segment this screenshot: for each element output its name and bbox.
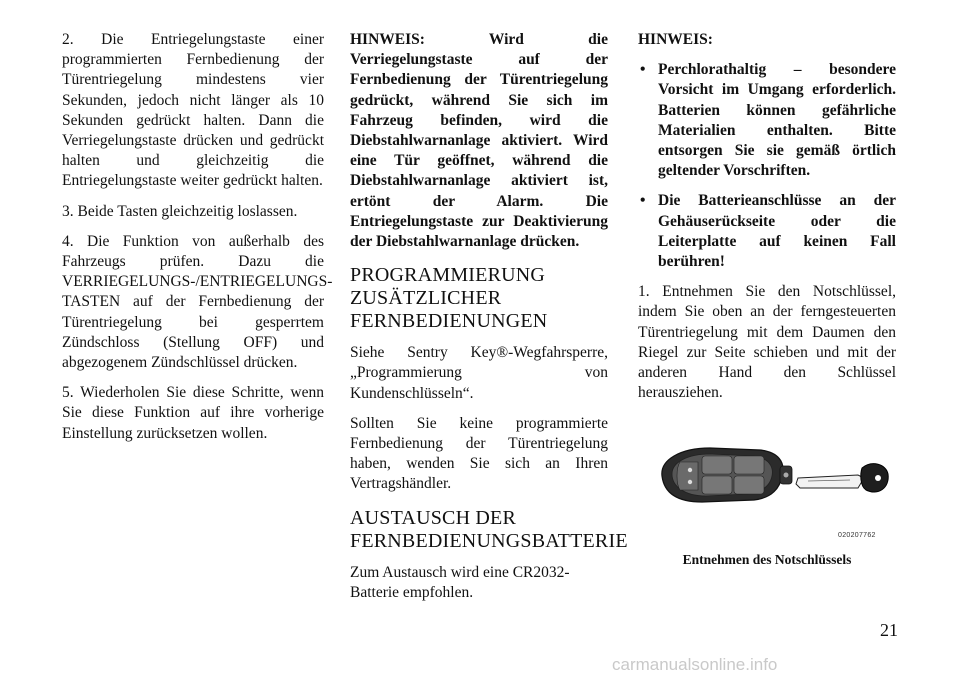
page-number: 21 (880, 620, 898, 640)
section-heading-battery: AUSTAUSCH DER FERNBEDIENUNGSBATTERIE (350, 506, 628, 552)
warning-item-perchlorate: • Perchlorathaltig – besondere Vorsicht im Umgang erforderlich. Batterien können gefährliche Materialien enthalten. Bitte entsorgen Sie sie gemäß örtlich geltender Vorschriften. (638, 60, 896, 181)
watermark: carmanualsonline.info (612, 655, 778, 674)
key-fob-icon (662, 448, 792, 502)
column-right (638, 30, 896, 413)
sentry-key-reference: Siehe Sentry Key®-Wegfahrsperre, „Programmierung von Kundenschlüsseln“. (350, 344, 608, 402)
note-title: HINWEIS: (638, 31, 713, 48)
figure-caption: Entnehmen des Notschlüssels (682, 552, 852, 567)
battery-recommendation: Zum Austausch wird eine CR2032-Batterie empfohlen. (350, 563, 570, 601)
dealer-note: Sollten Sie keine programmierte Fernbedienung der Türentriegelung haben, wenden Sie sich an Ihren Vertragshändler. (350, 414, 608, 493)
step-3-text: 3. Beide Tasten gleichzeitig loslassen. (62, 202, 298, 220)
step-2-text: 2. Die Entriegelungstaste einer programmierten Fernbedienung der Türentriegelung mindestens vier Sekunden, jedoch nicht länger als 10 Sekunden gedrückt halten. Dann die Verriegelungstaste drücken und gedrückt halten und gleichzeitig die Entriegelungstaste weiter gedrückt halten. (62, 31, 324, 190)
figure-code: 020207762 (838, 532, 876, 539)
column-middle (350, 30, 628, 613)
warning-list (638, 60, 896, 272)
key-fob-figure (650, 440, 896, 540)
step-5-text: 5. Wiederholen Sie diese Schritte, wenn Sie diese Funktion auf ihre vorherige Einstellung zurücksetzen wollen. (62, 384, 324, 442)
alarm-note: HINWEIS: Wird die Verriegelungstaste auf der Fernbedienung der Türentriegelung gedrückt, während Sie sich im Fahrzeug befinden, wird die Diebstahlwarnanlage aktiviert. Wird eine Tür geöffnet, während die Diebstahlwarnanlage aktiviert ist, ertönt der Alarm. Die Entriegelungstaste zur Deaktivierung der Diebstahlwarnanlage drücken. (350, 31, 608, 251)
step-4-text: 4. Die Funktion von außerhalb des Fahrzeugs prüfen. Dazu die VERRIEGELUNGS-/ENTRIEGELUNGS-TASTEN auf der Fernbedienung der Türentriegelung bei gesperrtem Zündschloss (Stellung OFF) und abgezogenem Zündschlüssel drücken. (62, 232, 333, 372)
warning-item-contacts: • Die Batterieanschlüsse an der Gehäuserückseite oder die Leiterplatte auf keinen Fall berühren! (638, 191, 896, 272)
emergency-key-icon (796, 464, 888, 492)
section-heading-programming: PROGRAMMIERUNG ZUSÄTZLICHER FERNBEDIENUNGEN (350, 264, 548, 333)
step-1-text: 1. Entnehmen Sie den Notschlüssel, indem Sie oben an der ferngesteuerten Türentriegelung mit dem Daumen den Riegel zur Seite schieben und mit der anderen Hand den Schlüssel herausziehen. (638, 283, 896, 402)
column-left (62, 30, 333, 454)
